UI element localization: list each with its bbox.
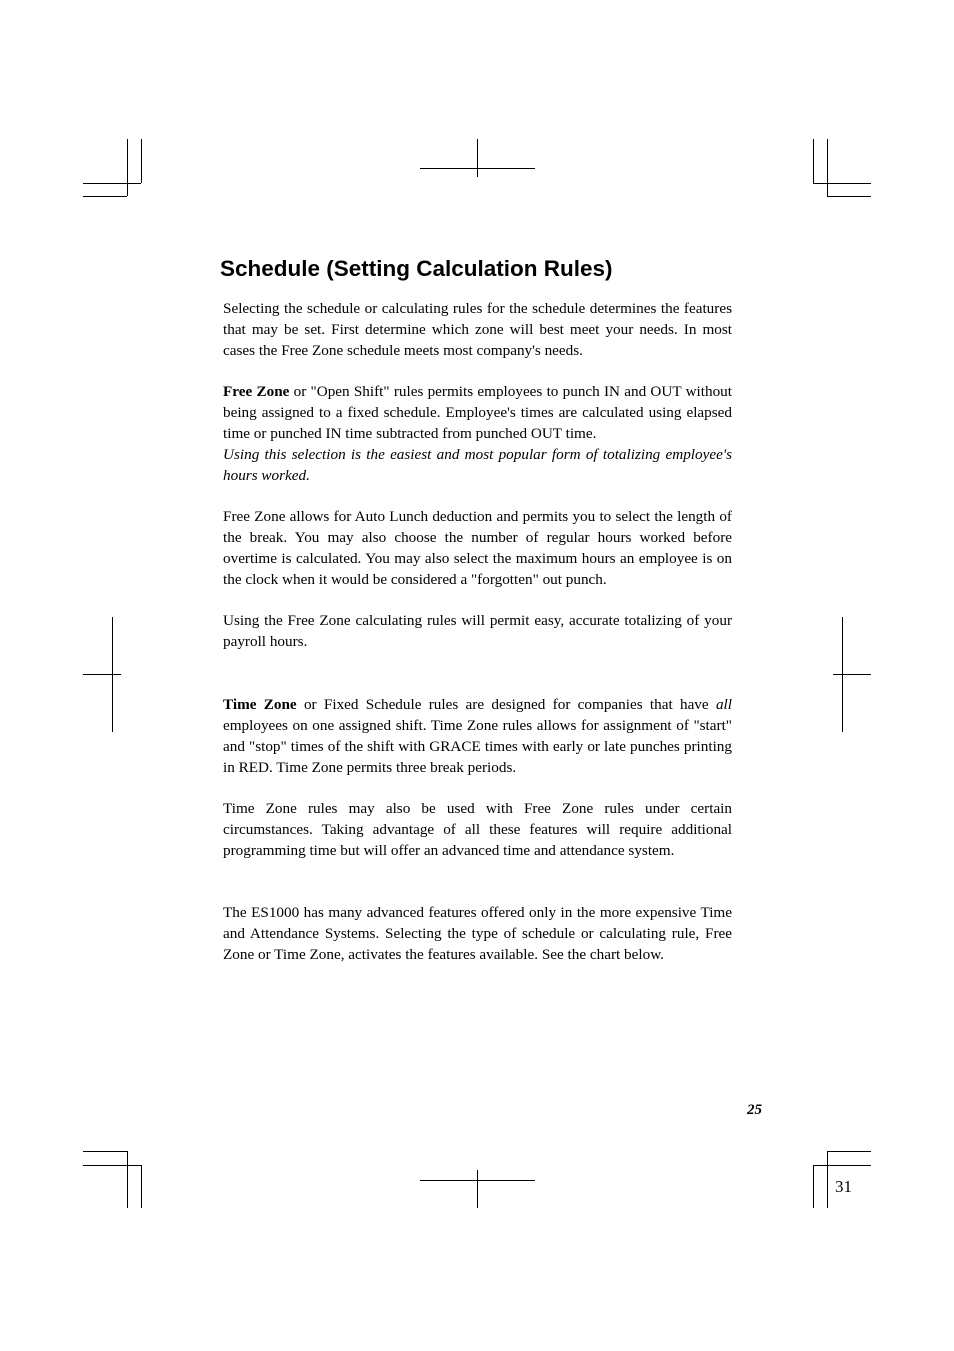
time-zone-combined-paragraph: Time Zone rules may also be used with Free Zone rules under certain circumstances. Taking advantage of all these features will require additional programming time but will offer an advanced time and attendance system. bbox=[223, 800, 732, 859]
registration-mark bbox=[83, 674, 121, 675]
crop-mark bbox=[827, 196, 871, 197]
crop-mark bbox=[813, 139, 814, 183]
page-title: Schedule (Setting Calculation Rules) bbox=[220, 256, 613, 281]
crop-mark bbox=[141, 1165, 142, 1208]
time-zone-paragraph bbox=[223, 695, 732, 779]
crop-mark bbox=[127, 1151, 128, 1208]
crop-mark bbox=[127, 139, 128, 196]
time-zone-description-a: or Fixed Schedule rules are designed for companies that have bbox=[296, 696, 716, 713]
crop-mark bbox=[827, 139, 828, 196]
registration-mark bbox=[477, 139, 478, 177]
time-zone-term: Time Zone bbox=[223, 696, 297, 713]
crop-mark bbox=[813, 183, 871, 184]
free-zone-term: Free Zone bbox=[223, 383, 290, 400]
crop-mark bbox=[813, 1165, 871, 1166]
crop-mark bbox=[827, 1151, 828, 1208]
free-zone-paragraph bbox=[223, 382, 732, 487]
crop-mark bbox=[83, 1165, 141, 1166]
es1000-features-paragraph: The ES1000 has many advanced features offered only in the more expensive Time and Attendance Systems. Selecting the type of schedule or calculating rule, Free Zone or Time Zone, activates the features available. See the chart below. bbox=[223, 904, 732, 963]
crop-mark bbox=[141, 139, 142, 183]
free-zone-description: or "Open Shift" rules permits employees to punch IN and OUT without being assigned to a fixed schedule. Employee's times are calculated using elapsed time or punched IN time subtracted from punched OUT time. bbox=[223, 383, 732, 442]
crop-mark bbox=[83, 183, 141, 184]
sheet-number: 31 bbox=[835, 1177, 852, 1196]
registration-mark bbox=[833, 674, 871, 675]
free-zone-features-paragraph: Free Zone allows for Auto Lunch deduction and permits you to select the length of the break. You may also choose the number of regular hours worked before overtime is calculated. You may also select the maximum hours an employee is on the clock when it would be considered a "forgotten" out punch. bbox=[223, 508, 732, 588]
crop-mark bbox=[813, 1165, 814, 1208]
time-zone-description-b: employees on one assigned shift. Time Zone rules allows for assignment of "start" and "stop" times of the shift with GRACE times with early or late punches printing in RED. Time Zone permits three break periods. bbox=[223, 716, 732, 776]
intro-paragraph: Selecting the schedule or calculating rules for the schedule determines the features that may be set. First determine which zone will best meet your needs. In most cases the Free Zone schedule meets most company's needs. bbox=[223, 300, 732, 359]
crop-mark bbox=[83, 196, 127, 197]
time-zone-emphasis: all bbox=[715, 696, 732, 713]
page-number: 25 bbox=[747, 1102, 762, 1118]
free-zone-summary-paragraph: Using the Free Zone calculating rules will permit easy, accurate totalizing of your payroll hours. bbox=[223, 612, 732, 650]
crop-mark bbox=[83, 1151, 127, 1152]
crop-mark bbox=[827, 1151, 871, 1152]
free-zone-emphasis: Using this selection is the easiest and most popular form of totalizing employee's hours worked. bbox=[223, 445, 732, 484]
registration-mark bbox=[477, 1170, 478, 1208]
